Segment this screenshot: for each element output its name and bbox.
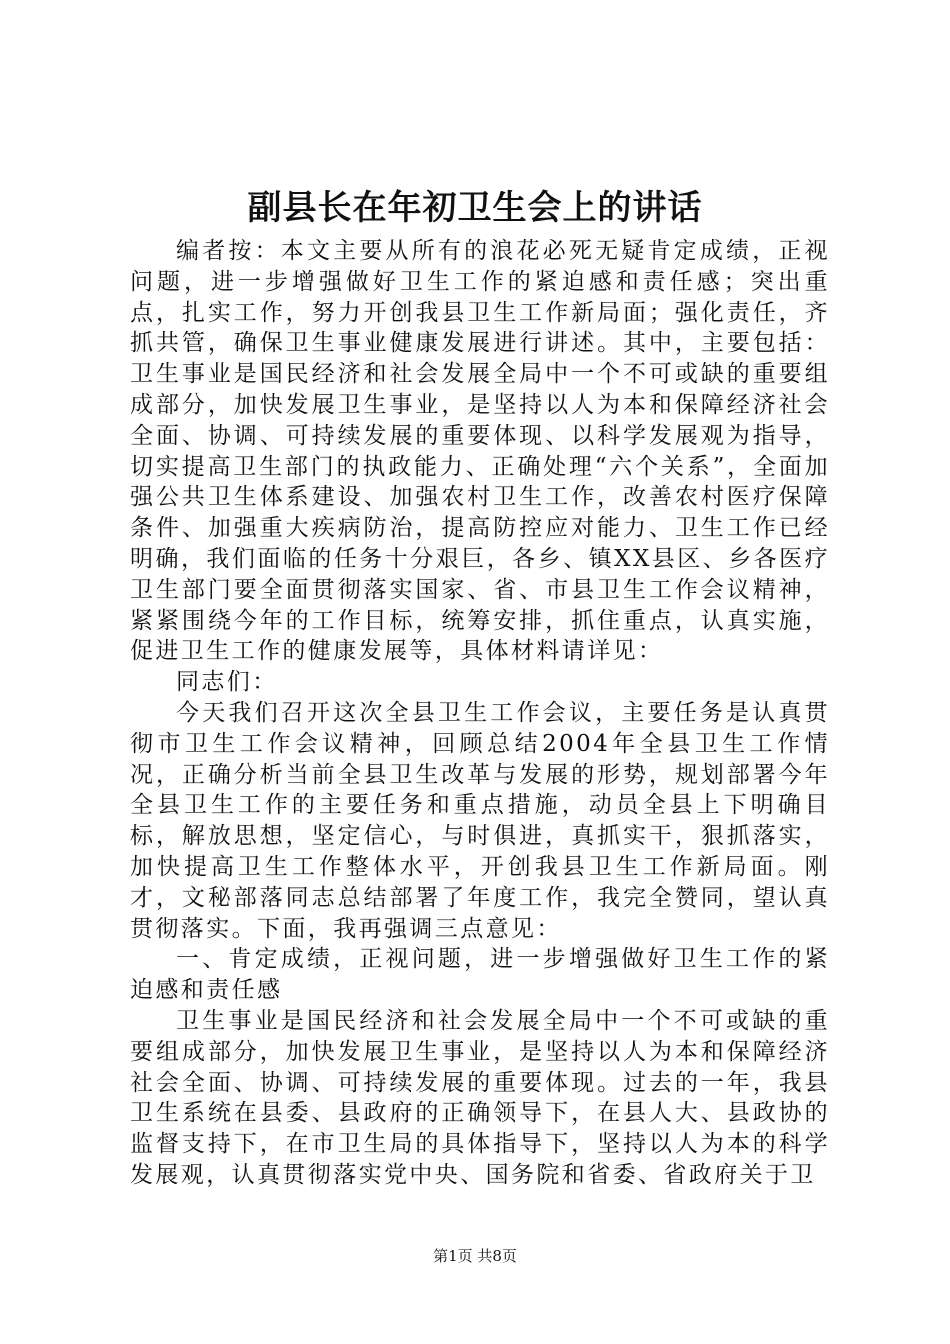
page-footer: 第1页 共8页 (433, 1247, 517, 1265)
document-body (130, 236, 830, 1191)
body-paragraph: 卫生事业是国民经济和社会发展全局中一个不可或缺的重要组成部分，加快发展卫生事业，是坚持以人为本和保障经济社会全面、协调、可持续发展的重要体现。过去的一年，我县卫生系统在县委、县政府的正确领导下，在县人大、县政协的监督支持下，在市卫生局的具体指导下，坚持以人为本的科学发展观，认真贯彻落实党中央、国务院和省委、省政府关于卫 (130, 1007, 830, 1188)
opening-paragraph: 今天我们召开这次全县卫生工作会议，主要任务是认真贯彻市卫生工作会议精神，回顾总结2004年全县卫生工作情况，正确分析当前全县卫生改革与发展的形势，规划部署今年全县卫生工作的主要任务和重点措施，动员全县上下明确目标，解放思想，坚定信心，与时俱进，真抓实干，狠抓落实，加快提高卫生工作整体水平，开创我县卫生工作新局面。刚才，文秘部落同志总结部署了年度工作，我完全赞同，望认真贯彻落实。下面，我再强调三点意见： (130, 699, 830, 942)
document-title: 副县长在年初卫生会上的讲话 (247, 188, 703, 228)
editor-note-paragraph: 编者按：本文主要从所有的浪花必死无疑肯定成绩，正视问题，进一步增强做好卫生工作的紧迫感和责任感；突出重点，扎实工作，努力开创我县卫生工作新局面；强化责任，齐抓共管，确保卫生事业健康发展进行讲述。其中，主要包括：卫生事业是国民经济和社会发展全局中一个不可或缺的重要组成部分，加快发展卫生事业，是坚持以人为本和保障经济社会全面、协调、可持续发展的重要体现、以科学发展观为指导，切实提高卫生部门的执政能力、正确处理“六个关系”，全面加强公共卫生体系建设、加强农村卫生工作，改善农村医疗保障条件、加强重大疾病防治，提高防控应对能力、卫生工作已经明确，我们面临的任务十分艰巨，各乡、镇XX县区、乡各医疗卫生部门要全面贯彻落实国家、省、市县卫生工作会议精神，紧紧围绕今年的工作目标，统筹安排，抓住重点，认真实施，促进卫生工作的健康发展等，具体材料请详见： (130, 238, 830, 665)
salutation-paragraph: 同志们： (176, 669, 278, 696)
section-heading-1: 一、肯定成绩，正视问题，进一步增强做好卫生工作的紧迫感和责任感 (130, 946, 830, 1004)
